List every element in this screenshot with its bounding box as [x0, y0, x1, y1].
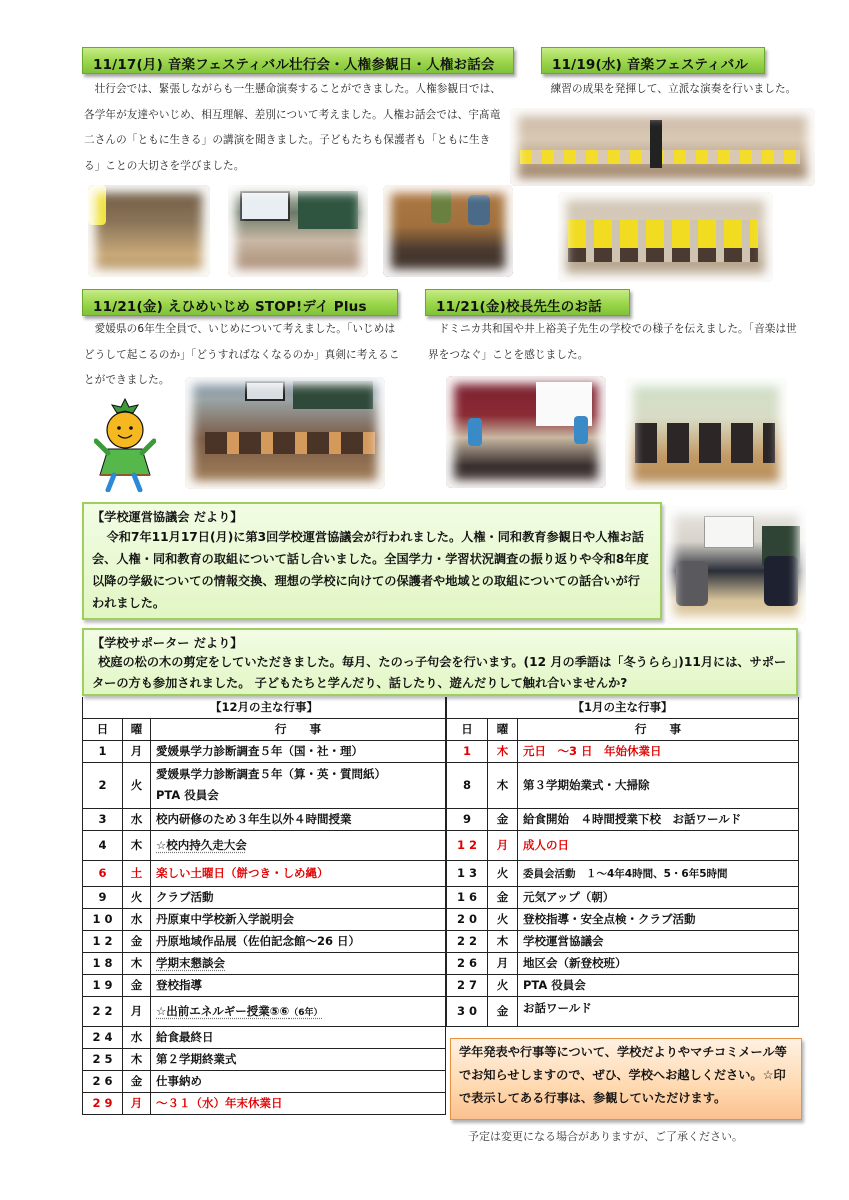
- table-row: 3 水 校内研修のため３年生以外４時間授業: [83, 808, 446, 830]
- table-row: 26 月 地区会（新登校班）: [447, 952, 799, 974]
- col-event: 行 事: [518, 718, 799, 740]
- table-row: 12 月 成人の日: [447, 830, 799, 860]
- table-row: 22 月 ☆出前エネルギー授業⑤⑥（6年）: [83, 996, 446, 1026]
- table-row: 20 火 登校指導・安全点検・クラブ活動: [447, 908, 799, 930]
- schedule-change-footnote: 予定は変更になる場合がありますが、ご了承ください。: [468, 1130, 743, 1143]
- col-weekday: 曜: [123, 718, 151, 740]
- section-banner-11-17: 11/17(月) 音楽フェスティバル壮行会・人権参観日・人権お話会: [82, 47, 514, 74]
- table-row: 12 金 丹原地域作品展（佐伯記念館～26 日）: [83, 930, 446, 952]
- december-table-title: 【12月の主な行事】: [83, 697, 446, 718]
- table-row: 4 木 ☆校内持久走大会: [83, 830, 446, 860]
- photo-students-dancing: [625, 378, 787, 490]
- supporter-body: 校庭の松の木の剪定をしていただきました。毎月、たのっ子句会を行います。(12 月の季語は「冬うらら」)11月には、サポーターの方も参加されました。 子どもたちと学んだり、話したり、遊んだりして触れ合いませんか?: [92, 655, 787, 690]
- table-row: 9 金 給食開始 ４時間授業下校 お話ワールド: [447, 808, 799, 830]
- photo-stage-performance: [88, 185, 210, 277]
- photo-council-meeting: [666, 506, 806, 624]
- january-events-table: [446, 697, 799, 1027]
- table-row: 2 火 愛媛県学力診断調査５年（算・英・質問紙） PTA 役員会: [83, 762, 446, 808]
- table-row: 29 月 ～３１（水）年末休業日: [83, 1092, 446, 1114]
- section-banner-11-21-principal: 11/21(金)校長先生のお話: [425, 289, 630, 316]
- council-newsletter-box: [82, 502, 662, 620]
- table-row: 22 木 学校運営協議会: [447, 930, 799, 952]
- table-row: 9 火 クラブ活動: [83, 886, 446, 908]
- visit-notice-box: 学年発表や行事等について、学校だよりやマチコミメール等でお知らせしますので、ぜひ、学校へお越しください。☆印で表示してある行事は、参観していただけます。: [450, 1038, 802, 1120]
- table-row: 10 水 丹原東中学校新入学説明会: [83, 908, 446, 930]
- table-row: 24 水 給食最終日: [83, 1026, 446, 1048]
- section-text-11-19: 練習の成果を発揮して、立派な演奏を行いました。: [550, 83, 797, 95]
- photo-students-singing: [558, 192, 773, 282]
- table-row: 8 木 第３学期始業式・大掃除: [447, 762, 799, 808]
- january-table-title: 【1月の主な行事】: [447, 697, 799, 718]
- table-row: 1 月 愛媛県学力診断調査５年（国・社・理）: [83, 740, 446, 762]
- council-body: 令和7年11月17日(月)に第3回学校運営協議会が行われました。人権・同和教育参観日や人権お話会、人権・同和教育の取組について話し合いました。全国学力・学習状況調査の振り返りや令和8年度以降の学級についての情報交換、理想の学校に向けての保護者や地域との取組についての話合いが行われました。: [92, 530, 649, 610]
- mascot-icon: [94, 397, 156, 492]
- photo-gym-presentation: [446, 376, 606, 488]
- table-row: 18 木 学期末懇談会: [83, 952, 446, 974]
- supporter-newsletter-box: [82, 628, 798, 696]
- december-events-table: [82, 697, 446, 1115]
- col-event: 行 事: [151, 718, 446, 740]
- table-row: 6 土 楽しい土曜日（餅つき・しめ縄）: [83, 860, 446, 886]
- council-title: 【学校運営協議会 だより】: [92, 510, 243, 524]
- table-row: 30 金 お話ワールド: [447, 996, 799, 1026]
- supporter-title: 【学校サポーター だより】: [92, 636, 243, 650]
- table-row: 1 木 元日 ～3 日 年始休業日: [447, 740, 799, 762]
- table-row: 13 火 委員会活動 １～4年4時間、5・6年5時間: [447, 860, 799, 886]
- section-text-11-21-principal: ドミニカ共和国や井上裕美子先生の学校での様子を伝えました。「音楽は世界をつなぐ」ことを感じました。: [428, 323, 797, 361]
- table-row: 26 金 仕事納め: [83, 1070, 446, 1092]
- table-row: 27 火 PTA 役員会: [447, 974, 799, 996]
- photo-classroom-lesson: [228, 185, 368, 277]
- section-text-11-21-ehime: 愛媛県の6年生全員で、いじめについて考えました。「いじめはどうして起こるのか」「どうすればなくなるのか」真剣に考えることができました。: [84, 323, 400, 386]
- section-text-11-17: 壮行会では、緊張しながらも一生懸命演奏することができました。人権参観日では、各学年が友達やいじめ、相互理解、差別について考えました。人権お話会では、宇髙竜二さんの「ともに生きる」の講演を聞きました。子どもたちも保護者も「ともに生きる」ことの大切さを学びました。: [84, 83, 501, 172]
- section-banner-11-21-ehime: 11/21(金) えひめいじめ STOP!デイ Plus: [82, 289, 398, 316]
- photo-concert-hall: [510, 108, 815, 186]
- photo-talk-speaker: [383, 185, 513, 277]
- col-weekday: 曜: [488, 718, 518, 740]
- table-row: 25 木 第２学期終業式: [83, 1048, 446, 1070]
- photo-classroom-online: [185, 377, 385, 489]
- col-day: 日: [447, 718, 488, 740]
- section-banner-11-19: 11/19(水) 音楽フェスティバル: [541, 47, 765, 74]
- table-row: 19 金 登校指導: [83, 974, 446, 996]
- col-day: 日: [83, 718, 123, 740]
- table-row: 16 金 元気アップ（朝）: [447, 886, 799, 908]
